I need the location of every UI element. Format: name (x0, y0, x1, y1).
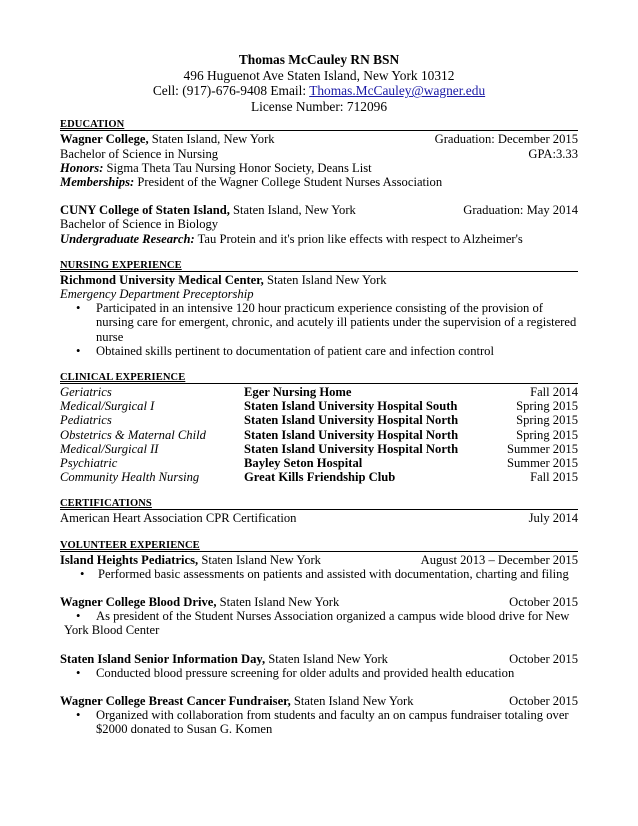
clinical-term: Summer 2015 (506, 456, 578, 471)
list-item: • Organized with collaboration from students and faculty an on campus fundraiser totaling over $2000 donated to Susan G. Komen (76, 708, 569, 737)
cuny-graduation: Graduation: May 2014 (463, 203, 578, 218)
cuny-degree: Bachelor of Science in Biology (60, 217, 219, 232)
volunteer-section (60, 540, 578, 737)
volunteer-date: October 2015 (509, 651, 578, 666)
certification-row (60, 511, 578, 525)
list-item: • Participated in an intensive 120 hour practicum experience consisting of the provision of nursing care for emergent, chronic, and acutely ill patients under the supervision of a registered nurse (76, 301, 577, 344)
section-title-education: EDUCATION (60, 119, 578, 131)
volunteer-row: Wagner College Blood Drive, Staten Island New York October 2015 (60, 595, 578, 610)
cuny-research: Undergraduate Research: Tau Protein and it's prion like effects with respect to Alzheimer's (60, 231, 523, 246)
wagner-memberships: Memberships: President of the Wagner College Student Nurses Association (60, 174, 443, 189)
resume-page (60, 52, 578, 737)
clinical-term: Summer 2015 (506, 441, 578, 456)
wagner-graduation: Graduation: December 2015 (434, 132, 578, 147)
nursing-bullets (60, 301, 578, 358)
bullet-icon: • (76, 301, 81, 316)
volunteer-date: August 2013 – December 2015 (420, 552, 578, 567)
certification-date: July 2014 (528, 511, 578, 526)
clinical-term: Fall 2015 (530, 470, 578, 485)
certification-item: American Heart Association CPR Certification (60, 511, 297, 526)
clinical-area: Psychiatric (60, 456, 118, 471)
volunteer-row: Island Heights Pediatrics, Staten Island New York August 2013 – December 2015 (60, 552, 578, 567)
resume-header (60, 52, 578, 114)
contact-line (60, 83, 578, 99)
clinical-area: Medical/Surgical II (60, 441, 159, 456)
list-item: • Obtained skills pertinent to documentation of patient care and infection control (76, 343, 494, 358)
nursing-section (60, 260, 578, 358)
clinical-term: Spring 2015 (516, 399, 578, 414)
volunteer-row: Staten Island Senior Information Day, Staten Island New York October 2015 (60, 651, 578, 666)
clinical-area: Obstetrics & Maternal Child (60, 427, 206, 442)
clinical-site: Eger Nursing Home (244, 385, 352, 400)
bullet-icon: • (76, 665, 81, 680)
wagner-honors: Honors: Sigma Theta Tau Nursing Honor Society, Deans List (60, 160, 372, 175)
bullet-icon: • (76, 343, 81, 358)
cuny-location: Staten Island, New York (229, 203, 356, 218)
clinical-area: Geriatrics (60, 385, 112, 400)
cuny-school: CUNY College of Staten Island, (60, 203, 230, 218)
bullet-icon: • (76, 708, 81, 723)
wagner-location: Staten Island, New York (148, 132, 275, 147)
section-title-certifications: CERTIFICATIONS (60, 498, 578, 510)
email-link[interactable]: Thomas.McCauley@wagner.edu (309, 83, 486, 99)
address: 496 Huguenot Ave Staten Island, New York 10312 (183, 67, 455, 83)
volunteer-row: Wagner College Breast Cancer Fundraiser, Staten Island New York October 2015 (60, 694, 578, 709)
wagner-row (60, 132, 578, 146)
list-item: • Performed basic assessments on patients and assisted with documentation, charting and filing (80, 566, 569, 581)
nursing-role: Emergency Department Preceptorship (60, 287, 254, 301)
clinical-site: Staten Island University Hospital South (244, 399, 458, 414)
section-title-nursing: NURSING EXPERIENCE (60, 260, 578, 272)
clinical-term: Fall 2014 (530, 385, 578, 400)
clinical-area: Medical/Surgical I (60, 399, 155, 414)
wagner-degree: Bachelor of Science in Nursing (60, 146, 219, 161)
list-item-continuation: York Blood Center (64, 623, 160, 638)
clinical-section (60, 372, 578, 484)
clinical-table (60, 385, 578, 484)
clinical-site: Great Kills Friendship Club (244, 470, 396, 485)
wagner-degree-row (60, 147, 578, 161)
volunteer-date: October 2015 (509, 694, 578, 709)
clinical-area: Community Health Nursing (60, 470, 200, 485)
volunteer-date: October 2015 (509, 595, 578, 610)
clinical-site: Bayley Seton Hospital (244, 456, 363, 471)
education-section (60, 119, 578, 245)
clinical-site: Staten Island University Hospital North (244, 413, 459, 428)
nursing-org-line: Richmond University Medical Center, Staten Island New York (60, 272, 387, 287)
section-title-volunteer: VOLUNTEER EXPERIENCE (60, 540, 578, 552)
candidate-name: Thomas McCauley RN BSN (238, 52, 400, 67)
clinical-area: Pediatrics (60, 413, 112, 428)
list-item: • As president of the Student Nurses Association organized a campus wide blood drive for New (76, 609, 570, 624)
license-number: License Number: 712096 (250, 98, 388, 114)
clinical-term: Spring 2015 (516, 427, 578, 442)
wagner-school: Wagner College, (60, 132, 149, 147)
section-title-clinical: CLINICAL EXPERIENCE (60, 372, 578, 384)
bullet-icon: • (76, 609, 81, 624)
clinical-site: Staten Island University Hospital North (244, 427, 459, 442)
certifications-section (60, 498, 578, 525)
bullet-icon: • (80, 566, 85, 581)
wagner-gpa: GPA:3.33 (528, 146, 578, 161)
cuny-row (60, 203, 578, 217)
clinical-term: Spring 2015 (516, 413, 578, 428)
contact-phone: Cell: (917)-676-9408 Email: (152, 83, 310, 99)
clinical-site: Staten Island University Hospital North (244, 441, 459, 456)
list-item: • Conducted blood pressure screening for older adults and provided health education (76, 665, 515, 680)
